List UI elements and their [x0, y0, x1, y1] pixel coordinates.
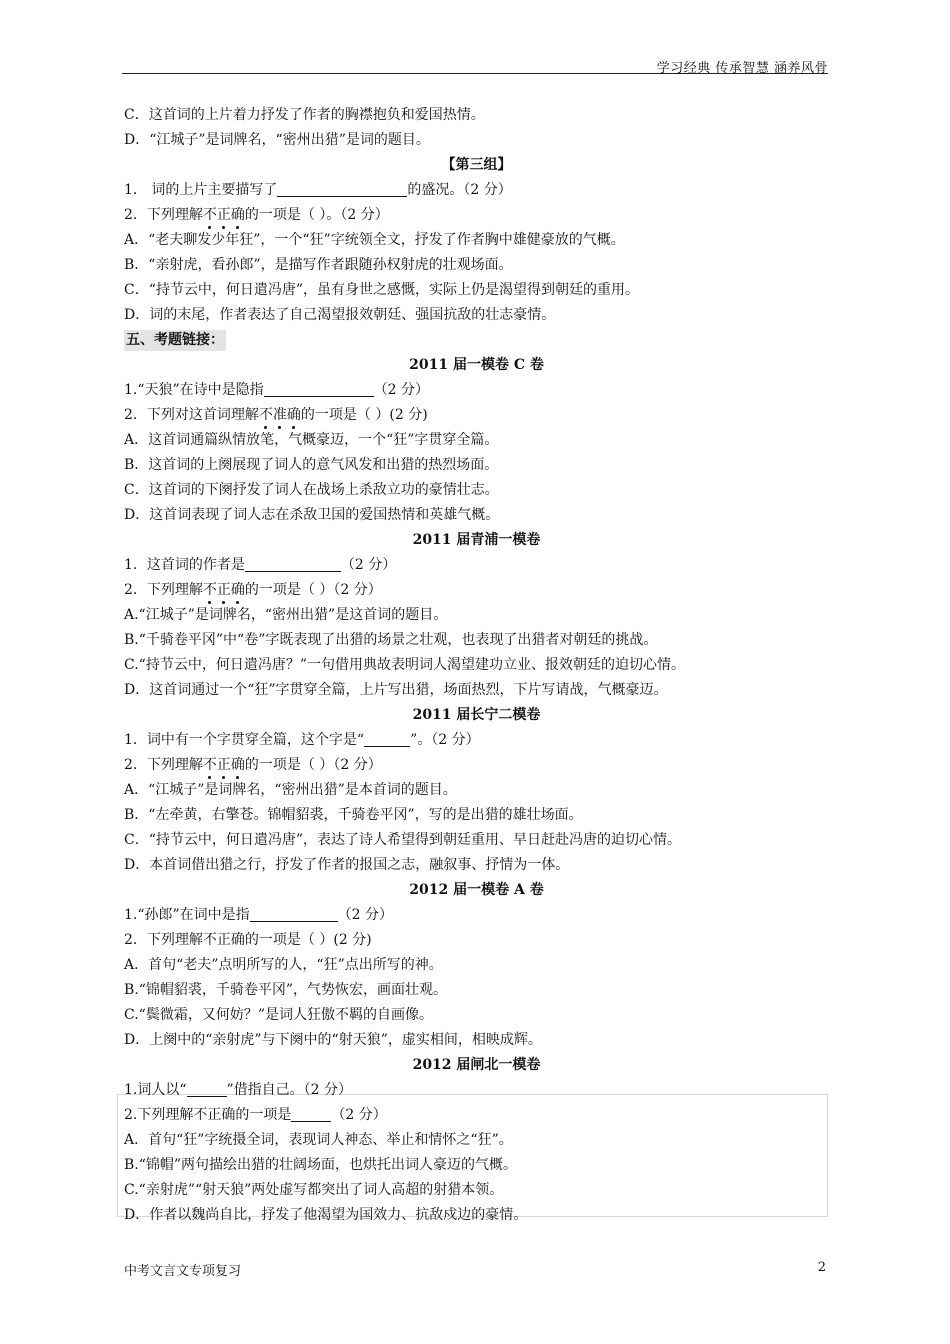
line-text: A．这首词通篇纵情放笔，气概豪迈，一个“狂”字贯穿全篇。	[124, 432, 499, 448]
line-text: D．这首词表现了词人志在杀敌卫国的爱国热情和英雄气概。	[124, 507, 500, 523]
emphasis-text: 不正确	[202, 582, 245, 598]
question-line	[124, 1203, 829, 1228]
line-text: 1.“孙郎”在词中是指	[124, 907, 250, 923]
line-text: A．“江城子”是词牌名，“密州出猎”是本首词的题目。	[124, 782, 457, 798]
answer-blank[interactable]	[245, 555, 341, 572]
question-line	[124, 1028, 829, 1053]
question-line	[124, 803, 829, 828]
question-line	[124, 653, 829, 678]
line-text-after: ”借指自己。（2 分）	[226, 1082, 353, 1098]
answer-blank[interactable]	[364, 730, 410, 747]
section-heading	[124, 153, 829, 178]
line-text-after: （2 分）	[373, 382, 430, 398]
line-text-after: 的一项是（ ）（2 分）	[244, 582, 382, 598]
line-text: 2012 届一模卷 A 卷	[409, 882, 544, 898]
line-text: 2011 届一模卷 C 卷	[409, 357, 544, 373]
line-text: C.“鬓微霜，又何妨？”是词人狂傲不羁的自画像。	[124, 1007, 433, 1023]
line-text: C.“亲射虎”“射天狼”两处虚写都突出了词人高超的射猎本领。	[124, 1182, 504, 1198]
line-text: 1.“天狼”在诗中是隐指	[124, 382, 264, 398]
line-text: 2012 届闸北一模卷	[412, 1057, 541, 1073]
line-text-after: 的一项是（ ）（2 分）	[244, 757, 382, 773]
question-line	[124, 828, 829, 853]
section-heading	[124, 703, 829, 728]
question-line	[124, 403, 829, 428]
line-text: 1.词人以“	[124, 1082, 187, 1098]
line-text: 2．下列理解	[124, 582, 203, 598]
answer-blank[interactable]	[187, 1080, 227, 1097]
question-line	[124, 578, 829, 603]
line-text: 1．这首词的作者是	[124, 557, 245, 573]
line-text: A．首句“狂”字统摄全词，表现词人神态、举止和情怀之“狂”。	[124, 1132, 513, 1148]
line-text: 2．下列理解	[124, 757, 203, 773]
question-line	[124, 303, 829, 328]
answer-blank[interactable]	[250, 905, 338, 922]
question-line	[124, 1103, 829, 1128]
line-text: B．“亲射虎，看孙郎”，是描写作者跟随孙权射虎的壮观场面。	[124, 257, 513, 273]
line-text: 2.下列理解不正确的一项是	[124, 1107, 292, 1123]
question-line	[124, 728, 829, 753]
question-line	[124, 928, 829, 953]
emphasis-text: 不准确	[258, 407, 301, 423]
line-text: D．上阕中的“亲射虎”与下阕中的“射天狼”，虚实相间，相映成辉。	[124, 1032, 542, 1048]
line-text-after: ”。（2 分）	[410, 732, 480, 748]
section-heading	[124, 878, 829, 903]
question-line	[124, 1078, 829, 1103]
question-line	[124, 903, 829, 928]
part-title	[124, 328, 829, 353]
section-heading	[124, 528, 829, 553]
line-text: A.“江城子”是词牌名，“密州出猎”是这首词的题目。	[124, 607, 448, 623]
line-text: 1． 词的上片主要描写了	[124, 182, 278, 198]
line-text: A．首句“老夫”点明所写的人，“狂”点出所写的神。	[124, 957, 443, 973]
question-line	[124, 253, 829, 278]
header-rule	[122, 73, 828, 74]
line-text: 2．下列对这首词理解	[124, 407, 259, 423]
page-number: 2	[817, 1260, 826, 1275]
line-text: D．本首词借出猎之行，抒发了作者的报国之志，融叙事、抒情为一体。	[124, 857, 570, 873]
line-text: 【第三组】	[441, 157, 512, 173]
line-text: D．“江城子”是词牌名，“密州出猎”是词的题目。	[124, 132, 430, 148]
line-text: D．词的末尾，作者表达了自己渴望报效朝廷、强国抗敌的壮志豪情。	[124, 307, 556, 323]
question-line	[124, 228, 829, 253]
line-text: B.“千骑卷平冈”中“卷”字既表现了出猎的场景之壮观，也表现了出猎者对朝廷的挑战。	[124, 632, 658, 648]
line-text: A．“老夫聊发少年狂”，一个“狂”字统领全文，抒发了作者胸中雄健豪放的气概。	[124, 232, 625, 248]
line-text-after: 的盛况。（2 分）	[407, 182, 512, 198]
question-line	[124, 628, 829, 653]
header-motto: 学习经典 传承智慧 涵养风骨	[656, 61, 828, 76]
line-text: B．这首词的上阕展现了词人的意气风发和出猎的热烈场面。	[124, 457, 499, 473]
line-text-after: （2 分）	[340, 557, 397, 573]
section-heading	[124, 353, 829, 378]
line-text: 1．词中有一个字贯穿全篇，这个字是“	[124, 732, 365, 748]
question-line	[124, 978, 829, 1003]
question-line	[124, 1003, 829, 1028]
line-text: 2011 届长宁二模卷	[412, 707, 541, 723]
line-text: 2．下列理解不正确的一项是（ ）(2 分)	[124, 932, 372, 948]
question-line	[124, 128, 829, 153]
line-text: C．“持节云中，何日遣冯唐”，表达了诗人希望得到朝廷重用、早日赶赴冯唐的迫切心情。	[124, 832, 682, 848]
line-text-after: （2 分）	[337, 907, 394, 923]
footer-title: 中考文言文专项复习	[124, 1264, 242, 1279]
question-line	[124, 378, 829, 403]
line-text: C.“持节云中，何日遣冯唐？”一句借用典故表明词人渴望建功立业、报效朝廷的迫切心情。	[124, 657, 685, 673]
line-text: D．这首词通过一个“狂”字贯穿全篇，上片写出猎，场面热烈，下片写请战，气概豪迈。	[124, 682, 668, 698]
question-line	[124, 853, 829, 878]
line-text: B.“锦帽貂裘，千骑卷平冈”，气势恢宏，画面壮观。	[124, 982, 448, 998]
question-line	[124, 553, 829, 578]
line-text: 2．下列理解	[124, 207, 203, 223]
line-text: C．“持节云中，何日遣冯唐”，虽有身世之感慨，实际上仍是渴望得到朝廷的重用。	[124, 282, 640, 298]
answer-blank[interactable]	[277, 180, 407, 197]
question-line	[124, 453, 829, 478]
answer-blank[interactable]	[291, 1105, 331, 1122]
question-line	[124, 503, 829, 528]
question-line	[124, 1128, 829, 1153]
line-text: C．这首词的下阕抒发了词人在战场上杀敌立功的豪情壮志。	[124, 482, 499, 498]
page-body	[124, 103, 829, 1228]
question-line	[124, 103, 829, 128]
question-line	[124, 203, 829, 228]
question-line	[124, 428, 829, 453]
line-text: C．这首词的上片着力抒发了作者的胸襟抱负和爱国热情。	[124, 107, 485, 123]
line-text: 五、考题链接：	[124, 330, 226, 351]
line-text-after: （2 分）	[331, 1107, 387, 1123]
line-text-after: 的一项是（ ）(2 分)	[300, 407, 428, 423]
question-line	[124, 603, 829, 628]
question-line	[124, 178, 829, 203]
line-text: B.“锦帽”两句描绘出猎的壮阔场面，也烘托出词人豪迈的气概。	[124, 1157, 518, 1173]
section-heading	[124, 1053, 829, 1078]
question-line	[124, 478, 829, 503]
question-line	[124, 678, 829, 703]
answer-blank[interactable]	[264, 380, 374, 397]
question-line	[124, 778, 829, 803]
question-line	[124, 753, 829, 778]
emphasis-text: 不正确	[202, 757, 245, 773]
line-text: B．“左牵黄，右擎苍。锦帽貂裘，千骑卷平冈”，写的是出猎的雄壮场面。	[124, 807, 583, 823]
emphasis-text: 不正确	[202, 207, 245, 223]
question-line	[124, 1153, 829, 1178]
question-line	[124, 1178, 829, 1203]
line-text: 2011 届青浦一模卷	[412, 532, 541, 548]
question-line	[124, 278, 829, 303]
line-text: D．作者以魏尚自比，抒发了他渴望为国效力、抗敌戍边的豪情。	[124, 1207, 528, 1223]
question-line	[124, 953, 829, 978]
line-text-after: 的一项是（ ）。（2 分）	[244, 207, 389, 223]
